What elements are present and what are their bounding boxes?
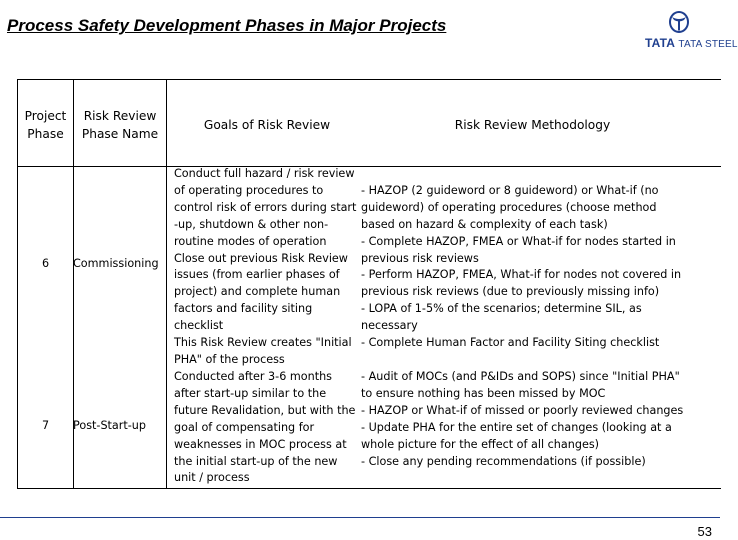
row-7-phase: 7 [41,419,50,432]
header-project-phase: Project Phase [24,109,67,141]
header-methodology: Risk Review Methodology [454,118,611,132]
column-divider [166,80,167,488]
page-number: 53 [697,524,712,539]
header-goals: Goals of Risk Review [203,118,331,132]
row-7-phase-name: Post-Start-up [73,419,147,432]
risk-review-table [17,79,721,489]
row-6-phase-name: Commissioning [73,257,159,270]
tata-steel-logo [645,6,738,54]
row-6-goals: Conduct full hazard / risk review of operating procedures to control risk of errors during start -up, shutdown & other non- routine modes of operation Close out previous Risk Review issues (from earlier phases of project) and complete human factors and facility siting checklist This Risk Review creates "Initial PHA" of the process [174,167,357,366]
header-phase-name: Risk Review Phase Name [81,109,159,141]
row-7-methodology: - Audit of MOCs (and P&IDs and SOPS) since "Initial PHA" to ensure nothing has been missed by MOC - HAZOP or What-if of missed or poorly reviewed changes - Update PHA for the entire set of changes (looking at a whole picture for the effect of all changes) - Close any pending recommendations (if possible) [361,370,684,468]
logo-text: TATA TATA STEEL [645,36,738,50]
row-6-phase: 6 [41,257,50,270]
row-6-methodology: - HAZOP (2 guideword or 8 guideword) or What-if (no guideword) of operating procedures (choose method based on hazard & complexity of each task) - Complete HAZOP, FMEA or What-if for nodes started in previous risk reviews - Perform HAZOP, FMEA, What-if for nodes not covered in previous risk reviews (due to previously missing info) - LOPA of 1-5% of the scenarios; determine SIL, as necessary - Complete Human Factor and Facility Siting checklist [361,183,682,350]
row-7-goals: Conducted after 3-6 months after start-up similar to the future Revalidation, but with the goal of compensating for weaknesses in MOC process at the initial start-up of the new unit / process [174,370,356,485]
tata-logo-icon [669,11,689,33]
footer-divider [0,517,720,518]
page-title: Process Safety Development Phases in Major Projects [7,16,447,35]
